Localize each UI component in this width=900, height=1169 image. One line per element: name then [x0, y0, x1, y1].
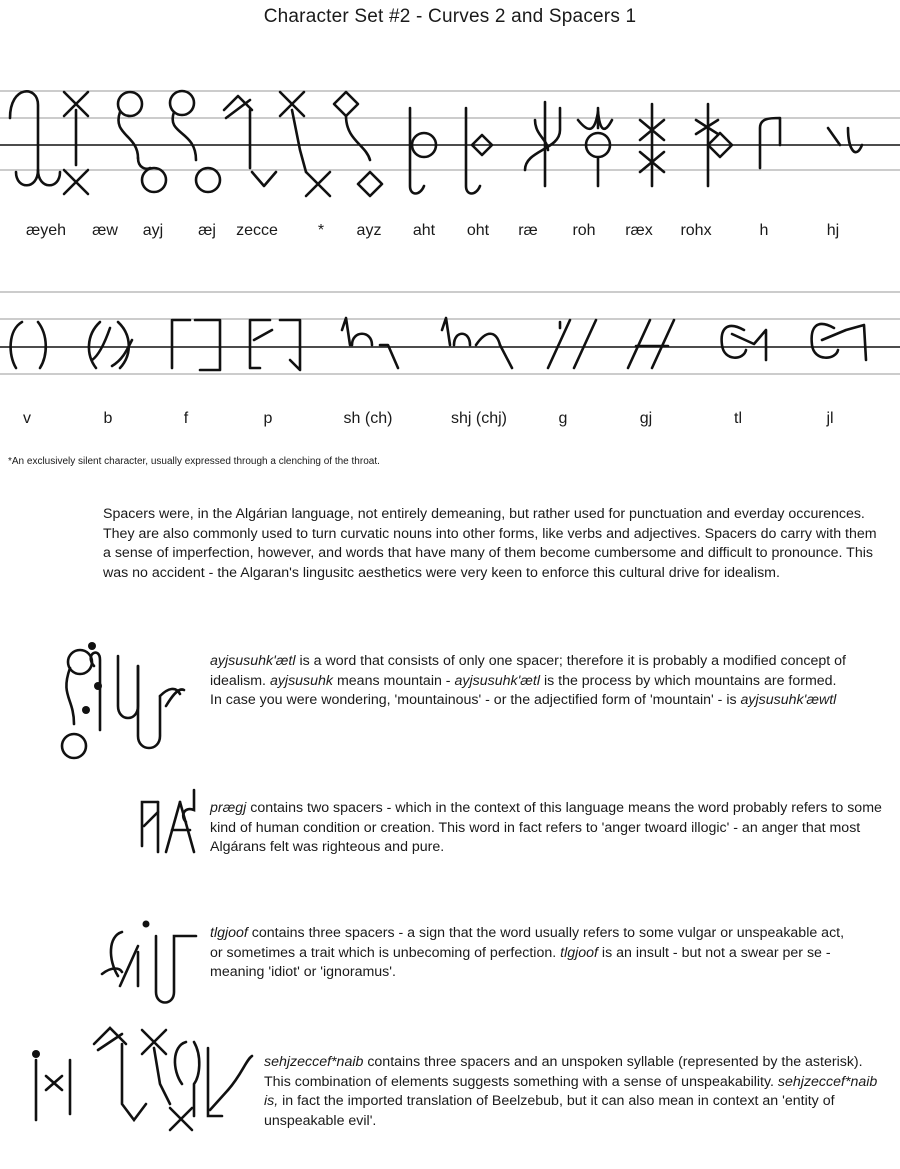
glyph-g: [548, 320, 596, 368]
glyph-label: zecce: [236, 222, 278, 239]
glyph-label: æyeh: [25, 222, 67, 239]
text: contains three spacers - a sign that the word usually refers to some vulgar or unspeakable act, or sometimes a trait which is unbecoming of perfection.: [210, 925, 845, 961]
text: contains two spacers - which in the context of this language means the word probably refers to some kind of human condition or creation. This word in fact refers to 'anger twoard illogic' - an anger that most Algárans felt was righteous and pure.: [210, 800, 882, 856]
glyph-p: [250, 320, 300, 370]
glyph-label: p: [263, 410, 273, 427]
glyph-label: ayj: [142, 222, 164, 239]
text: in fact the imported translation of Beelzebub, but it can also mean in context an 'entity of unspeakable evil'.: [264, 1093, 835, 1129]
example-paragraph-2: [210, 799, 900, 858]
glyph-label: b: [103, 410, 113, 427]
example-paragraph-4: [264, 1053, 884, 1131]
word-italic: ayjsusuhk'æwtl: [740, 692, 837, 709]
glyph-label: roh: [572, 222, 596, 239]
glyph-zecce: [224, 96, 276, 186]
glyph-label: v: [23, 410, 31, 427]
glyph-label: æw: [92, 222, 118, 239]
glyph-tl: [722, 326, 766, 360]
text: contains three spacers and an unspoken syllable (represented by the asterisk). This combination of elements suggests something with a sense of unspeakability.: [264, 1054, 863, 1090]
word-italic: sehjzeccef*naib is,: [264, 1073, 878, 1110]
glyph-label: ayz: [356, 222, 382, 239]
text: is the process by which mountains are formed. In case you were wondering, 'mountainous' - or the adjectified form of 'mountain' - is: [210, 672, 837, 709]
example-paragraph-3: [210, 924, 850, 983]
glyph-aht: [410, 108, 436, 194]
glyph-hj: [828, 128, 862, 152]
glyph-ayj: [118, 92, 166, 192]
footnote: *An exclusively silent character, usually expressed through a clenching of the throat.: [8, 456, 380, 467]
glyph-aeyeh: [10, 91, 60, 185]
glyph-label: tl: [734, 410, 742, 427]
glyph-label: ræx: [625, 222, 653, 239]
glyph-sh: [342, 318, 398, 368]
glyph-shj: [442, 318, 512, 368]
intro-paragraph: [103, 505, 878, 583]
glyph-f: [172, 320, 220, 370]
glyph-rows-svg: [0, 0, 900, 440]
glyph-label: g: [558, 410, 568, 427]
glyph-oht: [466, 108, 492, 194]
word-italic: tlgjoof: [210, 925, 248, 941]
glyph-label: ræ: [518, 222, 538, 239]
text: is an insult - but not a swear per se - meaning 'idiot' or 'ignoramus'.: [210, 944, 831, 981]
glyph-rae: [525, 102, 560, 186]
glyph-label: rohx: [680, 222, 712, 239]
glyph-label: *: [317, 222, 325, 239]
word-glyph-sehjzeccef-naib: [22, 1020, 262, 1140]
glyph-aej: [170, 91, 220, 192]
intro-text: Spacers were, in the Algárian language, not entirely demeaning, but rather used for punctuation and everday occurences. They are also commonly used to turn curvatic nouns into other forms, like verbs and adjectives. Spacers do carry with them a sense of imperfection, however, and words that have many of them become cumbersome and difficult to pronounce. This was no accident - the Algaran's lingusitc aesthetics were very keen to enforce this cultural drive for idealism.: [103, 506, 877, 581]
glyph-ayz: [334, 92, 382, 196]
word-glyph-praegj: [136, 786, 206, 858]
glyph-b: [89, 322, 132, 368]
glyph-gj: [628, 320, 674, 368]
text: is a word that consists of only one spacer; therefore it is probably a modified concept of idealism.: [210, 653, 846, 689]
glyph-v: [11, 322, 46, 368]
word-italic: ayjsusuhk'ætl: [454, 672, 540, 689]
word-italic: sehjzeccef*naib: [264, 1054, 364, 1070]
glyph-label: shj (chj): [450, 410, 508, 427]
glyph-jl: [812, 324, 866, 360]
glyph-aew: [64, 92, 88, 194]
word-italic: prægj: [210, 800, 247, 816]
glyph-label: gj: [639, 410, 653, 427]
glyph-asterisk-silent: [280, 92, 330, 196]
glyph-label: f: [183, 410, 189, 427]
glyph-label: h: [759, 222, 769, 239]
glyph-label: oht: [466, 222, 490, 239]
word-italic: ayjsusuhk: [269, 672, 334, 689]
word-italic: tlgjoof: [560, 944, 598, 961]
glyph-label: sh (ch): [343, 410, 393, 427]
glyph-roh: [578, 108, 612, 186]
example-paragraph-1: [210, 652, 850, 711]
word-glyph-ayjsusuhk-aetl: [30, 636, 200, 766]
page-title: Character Set #2 - Curves 2 and Spacers 1: [263, 6, 637, 27]
glyph-label: aht: [412, 222, 436, 239]
glyph-label: hj: [826, 222, 840, 239]
glyph-label: æj: [198, 222, 216, 239]
word-glyph-tlgjoof: [92, 916, 202, 1008]
glyph-label: jl: [826, 410, 834, 427]
word-italic: ayjsusuhk'ætl: [210, 653, 296, 669]
glyph-h: [760, 118, 780, 168]
text: means mountain -: [333, 672, 455, 689]
